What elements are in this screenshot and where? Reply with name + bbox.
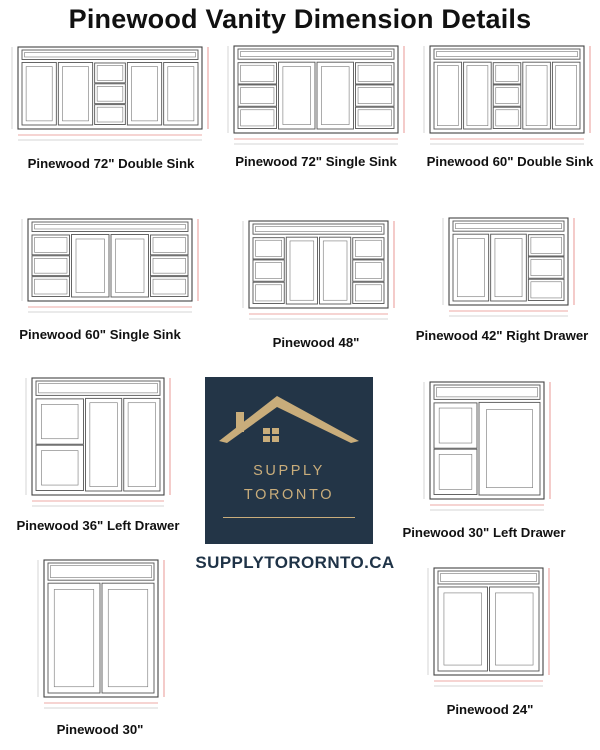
caption-60-double-sink: Pinewood 60" Double Sink [426,154,594,169]
cabinet-svg [424,42,594,147]
vanity-72-double-sink-drawing [12,43,212,143]
vanity-36-left-drawer-drawing [26,374,174,509]
vanity-30-drawing [38,556,168,711]
cabinet-svg [424,378,554,513]
vanity-42-right-drawer-drawing [443,214,578,319]
cabinet-svg [443,214,578,319]
caption-48: Pinewood 48" [272,335,360,350]
vanity-60-double-sink-drawing [424,42,594,147]
caption-36-left-drawer: Pinewood 36" Left Drawer [16,518,180,533]
supply-toronto-logo [205,377,373,544]
caption-72-single-sink: Pinewood 72" Single Sink [235,154,397,169]
vanity-48-drawing [243,217,398,322]
logo-text-supply: SUPPLY [253,463,325,479]
cabinet-svg [12,43,212,143]
caption-42-right-drawer: Pinewood 42" Right Drawer [415,328,589,343]
caption-30: Pinewood 30" [56,722,144,737]
vanity-72-single-sink-drawing [228,42,408,147]
caption-60-single-sink: Pinewood 60" Single Sink [19,327,181,342]
caption-30-left-drawer: Pinewood 30" Left Drawer [402,525,566,540]
house-roof-icon [205,377,373,544]
logo-divider [223,517,355,518]
vanity-60-single-sink-drawing [22,215,202,315]
cabinet-svg [26,374,174,509]
page-title: Pinewood Vanity Dimension Details [68,4,532,34]
vanity-24-drawing [428,564,553,689]
website-link[interactable]: SUPPLYTORORNTO.CA [195,553,395,572]
logo-text-toronto: TORONTO [243,487,335,503]
cabinet-svg [428,564,553,689]
vanity-30-left-drawer-drawing [424,378,554,513]
cabinet-svg [228,42,408,147]
caption-72-double-sink: Pinewood 72" Double Sink [27,156,195,171]
caption-24: Pinewood 24" [446,702,534,717]
cabinet-svg [38,556,168,711]
cabinet-svg [22,215,202,315]
cabinet-svg [243,217,398,322]
